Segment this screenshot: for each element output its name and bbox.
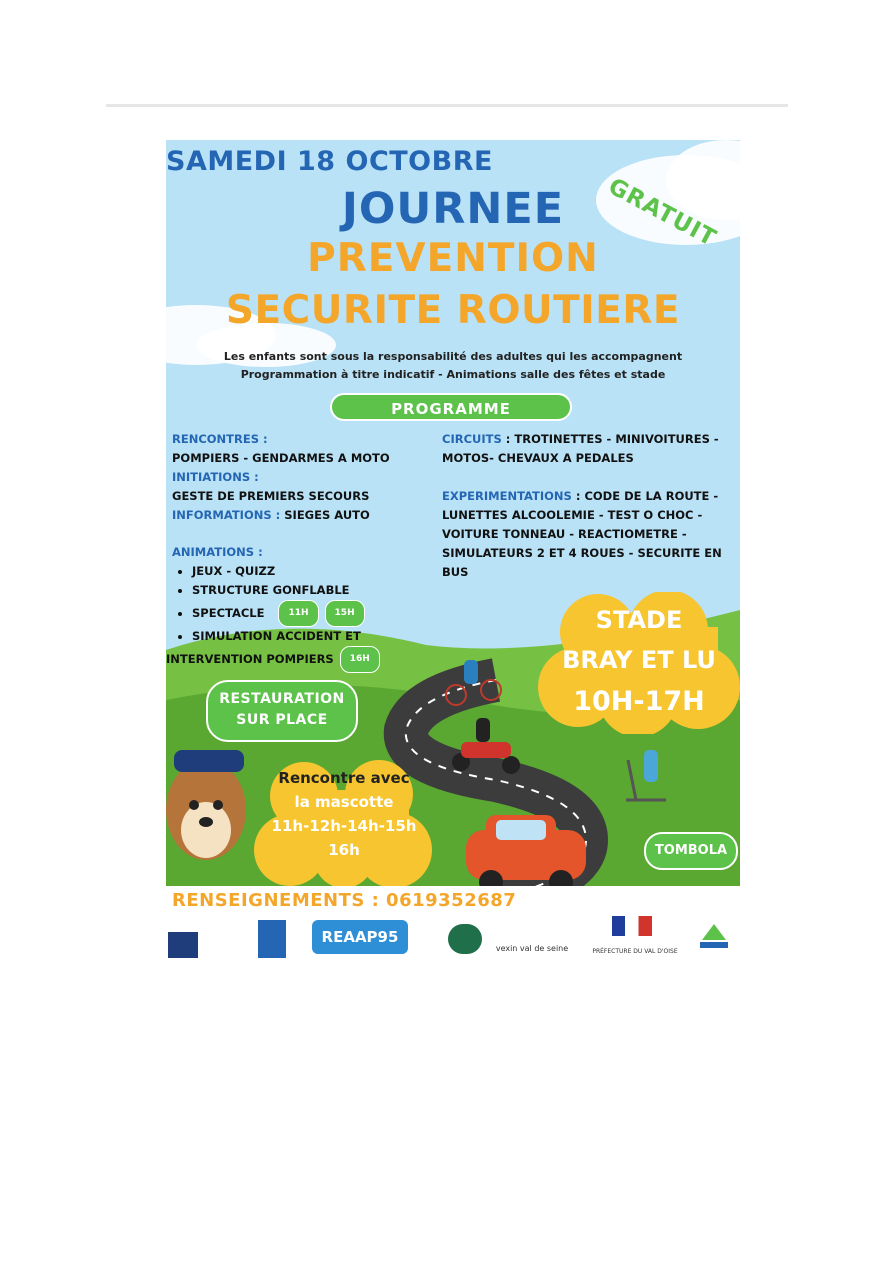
title-line-2: PREVENTION	[307, 236, 599, 281]
partner-logo-4	[694, 920, 734, 952]
restauration-line-1: RESTAURATION	[219, 691, 345, 707]
prefecture-flag-icon	[612, 916, 652, 936]
page-top-divider	[106, 104, 788, 107]
experimentations-text: LUNETTES ALCOOLEMIE - TEST O CHOC -	[442, 508, 703, 522]
title-line-3: SECURITE ROUTIERE	[225, 288, 681, 333]
tombola-badge: TOMBOLA	[644, 832, 738, 870]
animation-item	[192, 600, 442, 627]
event-date: SAMEDI 18 OCTOBRE	[166, 146, 493, 177]
experimentations-heading: EXPERIMENTATIONS	[442, 489, 572, 503]
experimentations-text: BUS	[442, 565, 469, 579]
time-pill: 11H	[278, 600, 318, 627]
partner-logo-1	[168, 932, 198, 958]
animation-item-label: SPECTACLE	[192, 606, 265, 620]
initiations-text: GESTE DE PREMIERS SECOURS	[172, 489, 370, 503]
partner-logos	[166, 914, 740, 962]
event-poster	[166, 140, 740, 962]
restauration-badge	[206, 680, 358, 742]
circuits-text: MOTOS- CHEVAUX A PEDALES	[442, 451, 634, 465]
rencontres-text: POMPIERS - GENDARMES A MOTO	[172, 451, 390, 465]
notice-line-2: Programmation à titre indicatif - Animations salle des fêtes et stade	[240, 368, 666, 381]
experimentations-text: VOITURE TONNEAU - REACTIOMETRE -	[442, 527, 687, 541]
notice-line-1: Les enfants sont sous la responsabilité des adultes qui les accompagnent	[223, 350, 683, 363]
circuits-text: : TROTINETTES - MINIVOITURES -	[501, 432, 719, 446]
informations-text: SIEGES AUTO	[280, 508, 370, 522]
venue-hours: 10H-17H	[573, 686, 705, 717]
informations-heading: INFORMATIONS :	[172, 508, 281, 522]
rencontres-heading: RENCONTRES :	[172, 432, 268, 446]
mascot-times: 11h-12h-14h-15h	[271, 817, 417, 835]
mascot-times-continued: 16h	[328, 841, 360, 859]
animation-item: • STRUCTURE GONFLABLE	[192, 581, 442, 600]
programme-right-column	[442, 430, 738, 582]
venue-line-2: BRAY ET LU	[562, 646, 716, 674]
vexin-logo: vexin val de seine	[495, 944, 569, 953]
contact-phone: RENSEIGNEMENTS : 0619352687	[172, 890, 517, 911]
partner-logo-3	[448, 924, 482, 954]
mascot-badge	[254, 760, 434, 888]
time-pill: 16H	[340, 646, 380, 673]
animations-heading: ANIMATIONS :	[172, 545, 263, 559]
mascot-line-1: Rencontre avec	[278, 769, 410, 787]
reaap-logo: REAAP95	[312, 920, 408, 954]
animation-item: • SIMULATION ACCIDENT ET	[192, 627, 442, 646]
programme-banner: PROGRAMME	[330, 393, 572, 421]
animations-list	[172, 562, 442, 646]
mascot-line-2: la mascotte	[294, 793, 394, 811]
experimentations-text: : CODE DE LA ROUTE -	[571, 489, 719, 503]
venue-line-1: STADE	[595, 606, 683, 634]
restauration-line-2: SUR PLACE	[236, 712, 328, 728]
animation-item: • JEUX - QUIZZ	[192, 562, 442, 581]
initiations-heading: INITIATIONS :	[172, 470, 259, 484]
prefecture-logo: PRÉFECTURE DU VAL D'OISE	[592, 948, 678, 955]
programme-left-column	[166, 430, 442, 673]
circuits-heading: CIRCUITS	[442, 432, 502, 446]
partner-logo-2	[258, 920, 286, 958]
title-line-1: JOURNEE	[341, 184, 565, 234]
animation-item-continued: INTERVENTION POMPIERS	[166, 652, 334, 666]
experimentations-text: SIMULATEURS 2 ET 4 ROUES - SECURITE EN	[442, 546, 722, 560]
venue-badge	[538, 592, 740, 734]
free-label: GRATUIT	[603, 173, 721, 252]
time-pill: 15H	[325, 600, 365, 627]
